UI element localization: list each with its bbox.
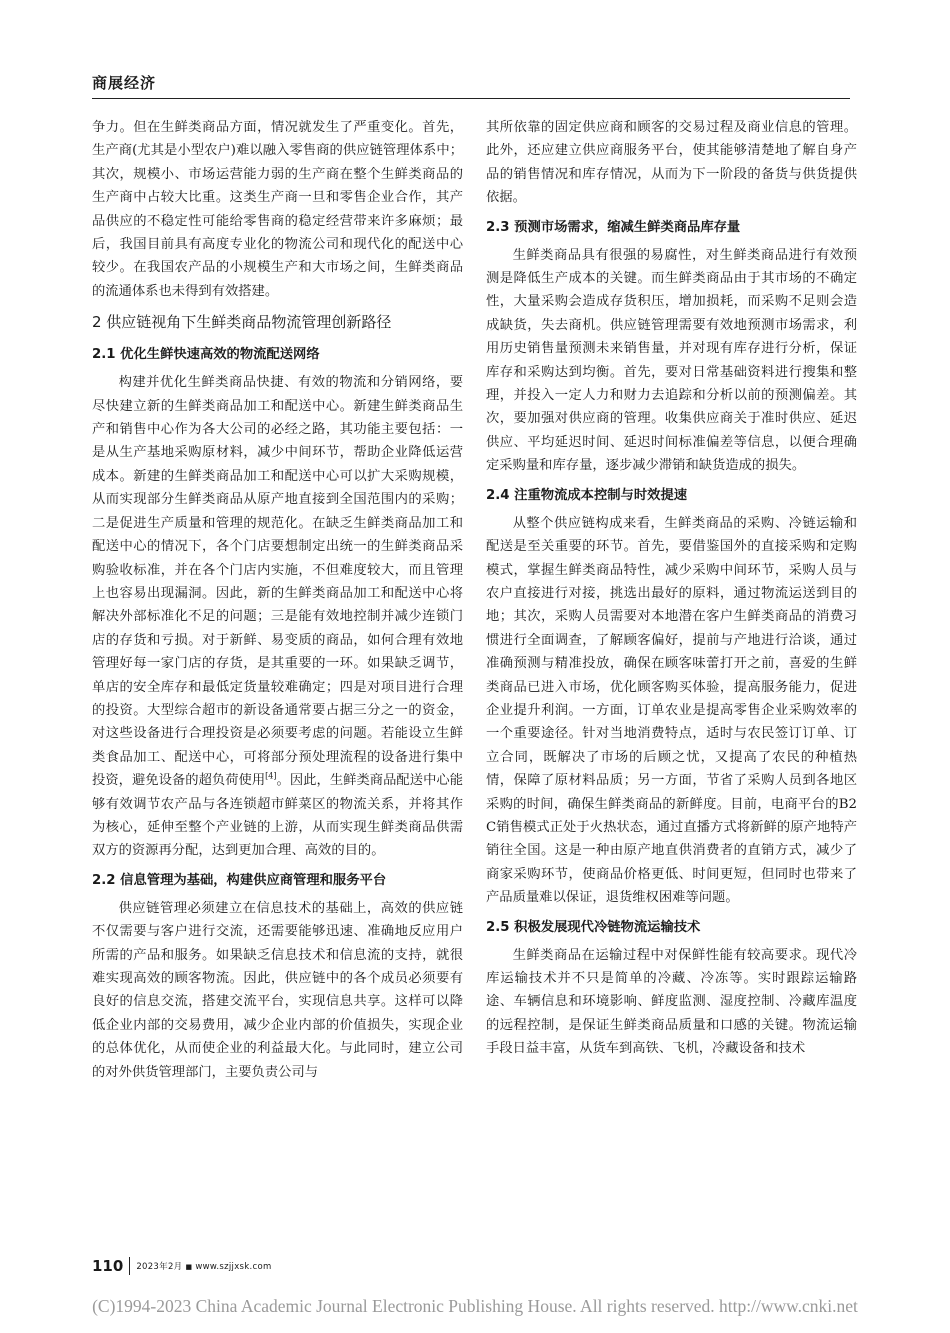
footer-separator <box>129 1257 130 1275</box>
section-2-4-heading: 2.4 注重物流成本控制与时效提速 <box>486 487 688 503</box>
footer-info <box>136 1260 271 1272</box>
left-column <box>92 116 463 1084</box>
section-2-5-paragraph: 生鲜类商品在运输过程中对保鲜性能有较高要求。现代冷库运输技术并不只是简单的冷藏、冷冻等。实时跟踪运输路途、车辆信息和环境影响、鲜度监测、湿度控制、冷藏库温度的远程控制，是保证生鲜类商品质量和口感的关键。物流运输手段日益丰富，从货车到高铁、飞机，冷藏设备和技术 <box>486 947 857 1057</box>
section-2-1-text-a: 构建并优化生鲜类商品快捷、有效的物流和分销网络，要尽快建立新的生鲜类商品加工和配送中心。新建生鲜类商品生产和销售中心作为各大公司的必经之路，其功能主要包括：一是从生产基地采购原材料，减少中间环节，帮助企业降低运营成本。新建的生鲜类商品加工和配送中心可以扩大采购规模，从而实现部分生鲜类商品从原产地直接到全国范围内的采购；二是促进生产质量和管理的规范化。在缺乏生鲜类商品加工和配送中心的情况下，各个门店要想制定出统一的生鲜类商品采购验收标准，并在各个门店内实施，不但难度较大，而且管理上也容易出现漏洞。因此，新的生鲜类商品加工和配送中心将解决外部标准化不足的问题；三是能有效地控制并减少连锁门店的存货和亏损。对于新鲜、易变质的商品，如何合理有效地管理好每一家门店的存货，是其重要的一环。如果缺乏调节，单店的安全库存和最低定货量较难确定；四是对项目进行合理的投资。大型综合超市的新设备通常要占据三分之一的资金，对这些设备进行合理投资是必须要考虑的问题。若能设立生鲜类食品加工、配送中心，可将部分预处理流程的设备进行集中投资，避免设备的超负荷使用 <box>92 375 463 789</box>
square-icon: ■ <box>185 1263 193 1271</box>
section-2-1-paragraph <box>92 371 463 863</box>
section-2-1-text-b: 。因此，生鲜类商品配送中心能够有效调节农产品与各连锁超市鲜菜区的物流关系，并将其作为核心，延伸至整个产业链的上游，从而实现生鲜类商品供需双方的资源再分配，达到更加合理、高效的目的。 <box>92 773 464 859</box>
section-2-3-heading: 2.3 预测市场需求，缩减生鲜类商品库存量 <box>486 219 741 235</box>
section-2-5-heading: 2.5 积极发展现代冷链物流运输技术 <box>486 919 701 935</box>
header-rule <box>92 98 850 99</box>
section-2-1-heading: 2.1 优化生鲜快速高效的物流配送网络 <box>92 347 320 363</box>
citation-4: [4] <box>265 771 277 781</box>
journal-title: 商展经济 <box>92 74 157 92</box>
copyright-notice: (C)1994-2023 China Academic Journal Electronic Publishing House. All rights reserved. http://www.cnki.net <box>92 1296 858 1316</box>
section-2-3-paragraph: 生鲜类商品具有很强的易腐性，对生鲜类商品进行有效预测是降低生产成本的关键。而生鲜类商品由于其市场的不确定性，大量采购会造成存货积压，增加损耗，而采购不足则会造成缺货，失去商机。供应链管理需要有效地预测市场需求，利用历史销售量预测未来销售量，并对现有库存进行分析，保证库存和采购达到均衡。首先，要对日常基础资料进行搜集和整理，并投入一定人力和财力去追踪和分析以前的预测偏差。其次，要加强对供应商的管理。收集供应商关于准时供应、延迟供应、平均延迟时间、延迟时间标准偏差等信息，以便合理确定采购量和库存量，逐步减少滞销和缺货造成的损失。 <box>486 247 857 474</box>
intro-paragraph: 争力。但在生鲜类商品方面，情况就发生了严重变化。首先，生产商(尤其是小型农户)难以融入零售商的供应链管理体系中；其次，规模小、市场运营能力弱的生产商在整个生鲜类商品的生产商中占较大比重。这类生产商一旦和零售企业合作，其产品供应的不稳定性可能给零售商的稳定经营带来许多麻烦；最后，我国目前具有高度专业化的物流公司和现代化的配送中心较少。在我国农产品的小规模生产和大市场之间，生鲜类商品的流通体系也未得到有效搭建。 <box>92 120 463 299</box>
section-2-heading: 2 供应链视角下生鲜类商品物流管理创新路径 <box>92 313 392 332</box>
journal-website: www.szjjxsk.com <box>195 1262 272 1272</box>
section-2-4-paragraph: 从整个供应链构成来看，生鲜类商品的采购、冷链运输和配送是至关重要的环节。首先，要借鉴国外的直接采购和定购模式，掌握生鲜类商品特性，减少采购中间环节，采购人员与农户直接进行对接，挑选出最好的原料，通过物流运送到目的地；其次，采购人员需要对本地潜在客户生鲜类商品的消费习惯进行全面调查，了解顾客偏好，提前与产地进行洽谈，通过准确预测与精准投放，确保在顾客味蕾打开之前，喜爱的生鲜类商品已进入市场，优化顾客购买体验，提高服务能力，促进企业提升利润。一方面，订单农业是提高零售企业采购效率的一个重要途径。针对当地消费特点，适时与农民签订订单、订立合同，既解决了市场的后顾之忧，又提高了农民的种植热情，保障了原材料品质；另一方面，节省了采购人员到各地区采购的时间，确保生鲜类商品的新鲜度。目前，电商平台的B2C销售模式正处于火热状态，通过直播方式将新鲜的原产地特产销往全国。这是一种由原产地直供消费者的直销方式，减少了商家采购环节，使商品价格更低、时间更短，但同时也带来了产品质量难以保证，退货维权困难等问题。 <box>486 515 857 906</box>
page-number: 110 <box>92 1257 124 1275</box>
continued-paragraph: 其所依靠的固定供应商和顾客的交易过程及商业信息的管理。此外，还应建立供应商服务平台，使其能够清楚地了解自身产品的销售情况和库存情况，从而为下一阶段的备货与供货提供依据。 <box>486 120 857 206</box>
section-2-2-heading: 2.2 信息管理为基础，构建供应商管理和服务平台 <box>92 872 387 888</box>
section-2-2-paragraph: 供应链管理必须建立在信息技术的基础上，高效的供应链不仅需要与客户进行交流，还需要能够迅速、准确地反应用户所需的产品和服务。如果缺乏信息技术和信息流的支持，就很难实现高效的顾客物流。因此，供应链中的各个成员必须要有良好的信息交流，搭建交流平台，实现信息共享。这样可以降低企业内部的交易费用，减少企业内部的价值损失，实现企业的总体优化，从而使企业的利益最大化。与此同时，建立公司的对外供货管理部门，主要负责公司与 <box>92 900 463 1080</box>
right-column <box>486 116 857 1061</box>
issue-date: 2023年2月 <box>136 1262 183 1272</box>
page-footer <box>92 1257 272 1275</box>
